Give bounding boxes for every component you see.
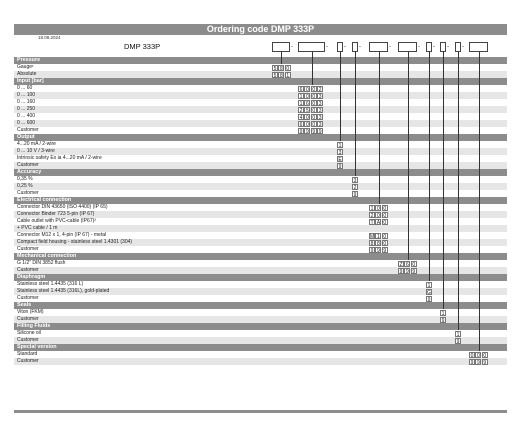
code-separator: - [447,44,449,50]
code-separator: - [291,44,293,50]
section-header: Diaphragm [14,274,507,281]
code-cell: 1 [427,282,431,289]
code-cell: 8 [377,240,380,247]
code-box-3[interactable] [337,42,343,52]
table-row [14,141,507,148]
table-row [14,64,507,71]
code-cell: 1 [441,310,445,317]
table-row [14,204,507,211]
leader-line [340,52,341,141]
row-label: Gauge¹ [17,64,34,70]
code-cell: 1 [286,72,290,79]
code-separator: - [418,44,420,50]
code-box-7[interactable] [426,42,432,52]
table-row [14,260,507,267]
row-label: Customer [17,246,39,252]
code-cell: T [370,219,374,226]
code-cell: 2 [299,107,303,114]
section-header: Input [bar] [14,78,507,85]
table-row [14,218,507,225]
row-label: Stainless steel 1.4435 (316L), gold-plated [17,288,110,294]
code-cell: 0 [383,212,387,219]
section-header: Mechanical connection [14,253,507,260]
code-box-6[interactable] [398,42,417,52]
code-cell: 5 [273,65,277,72]
row-label: Customer [17,162,39,168]
code-cell: 0 [306,93,309,100]
table-row [14,120,507,127]
section-header: Filling Fluids [14,323,507,330]
code-cell: 9 [456,338,460,345]
code-cell: 0 [312,107,316,114]
code-cell: 1 [456,331,460,338]
code-cell: 0 [470,352,474,359]
code-cell: 9 [406,268,409,275]
code-cell: 9 [353,191,357,198]
table-row [14,330,507,337]
code-cell: 9 [312,128,316,135]
code-box-2[interactable] [298,42,325,52]
code-cell: 9 [427,296,431,303]
table-row [14,162,507,169]
table-row [14,190,507,197]
code-cell: 9 [383,247,387,254]
leader-line [458,52,459,330]
code-cell: 3 [318,100,322,107]
table-row [14,92,507,99]
code-cell: 9 [483,359,487,366]
leader-line [429,52,430,281]
code-cell: 1 [377,233,380,240]
code-cell: 0 [377,212,380,219]
code-cell: A [376,219,381,226]
code-cell: 9 [441,317,445,324]
code-cell: 0 [383,240,387,247]
leader-line [443,52,444,309]
table-row [14,246,507,253]
row-label: Customer [17,358,39,364]
table-row [14,71,507,78]
code-cell: 9 [377,247,380,254]
table-row [14,183,507,190]
row-label: Connector M12 x 1, 4-pin (IP 67) - metal [17,232,107,238]
code-separator: - [344,44,346,50]
code-cell: G [427,289,431,296]
section-header: Seals [14,302,507,309]
section-header: Accuracy [14,169,507,176]
row-label: 0 ... 250 [17,106,36,112]
code-cell: 5 [273,72,277,79]
code-cell: 6 [306,100,309,107]
section-header: Output [14,134,507,141]
row-label: Customer [17,190,39,196]
table-row [14,267,507,274]
code-box-9[interactable] [455,42,461,52]
code-separator: - [359,44,361,50]
leader-line [379,52,380,204]
code-cell: 5 [306,107,309,114]
code-cell: 8 [370,240,374,247]
code-cell: 9 [412,268,416,275]
row-label: Cable outlet with PVC-cable (IP67)² [17,218,96,224]
row-label: Customer [17,127,39,133]
code-cell: 9 [399,268,403,275]
code-cell: 0 [312,86,316,93]
code-cell: 8 [280,65,283,72]
code-cell: 9 [477,359,480,366]
section-header: Pressure [14,57,507,64]
leader-line [281,52,282,64]
table-row [14,239,507,246]
row-label: G 1/2" DIN 3852 flush [17,260,66,266]
code-cell: 3 [338,149,342,156]
code-separator: - [389,44,391,50]
code-box-5[interactable] [369,42,388,52]
table-row [14,148,507,155]
row-label: 0 ... 100 [17,92,36,98]
row-label: 0,35 % [17,176,33,182]
code-separator: - [462,44,464,50]
code-separator: - [326,44,328,50]
table-row [14,176,507,183]
table-row [14,232,507,239]
code-cell: 6 [299,121,303,128]
code-separator: - [433,44,435,50]
code-cell: 3 [318,107,322,114]
row-label: Intrinsic safety Ex ia 4...20 mA / 2-wire [17,155,102,161]
row-label: 0 ... 60 [17,85,33,91]
section-header: Electrical connection [14,197,507,204]
code-cell: 1 [338,142,342,149]
code-cell: 0 [412,261,416,268]
code-cell: 0 [312,100,316,107]
table-row [14,99,507,106]
row-label: Connector Binder 723 5-pin (IP 67) [17,211,95,217]
row-label: Absolute [17,71,37,77]
code-cell: 1 [299,93,303,100]
footer-bar [14,410,507,413]
row-label: + PVC cable / 1 m [17,225,58,231]
code-cell: 0 [483,352,487,359]
code-cell: 2 [353,184,357,191]
code-cell: 6 [299,86,303,93]
code-cell: E [338,156,342,163]
row-label: Stainless steel 1.4435 (316 L) [17,281,84,287]
code-box-1[interactable] [272,42,290,52]
row-label: 0 ... 160 [17,99,36,105]
page-title: Ordering code DMP 333P [14,24,507,35]
code-cell: 0 [306,121,309,128]
product-name: DMP 333P [124,42,161,51]
table-row [14,309,507,316]
code-cell: 0 [306,86,309,93]
document-date: 18.09.2024 [38,35,61,40]
table-row [14,281,507,288]
code-cell: M [370,233,375,240]
row-label: Customer [17,337,39,343]
row-label: Customer [17,267,39,273]
code-cell: 0 [477,352,480,359]
code-box-4[interactable] [352,42,358,52]
table-row [14,85,507,92]
row-label: 0,25 % [17,183,33,189]
code-cell: 2 [370,212,374,219]
table-row [14,358,507,365]
table-row [14,155,507,162]
code-cell: 2 [318,86,322,93]
leader-line [408,52,409,260]
table-row [14,295,507,302]
row-label: 0 ... 400 [17,113,36,119]
leader-line [479,52,480,351]
code-cell: 3 [353,177,357,184]
code-cell: 8 [280,72,283,79]
code-cell: 0 [286,65,290,72]
code-cell: 9 [306,128,309,135]
table-row [14,316,507,323]
table-row [14,113,507,120]
code-cell: 9 [370,247,374,254]
table-row [14,106,507,113]
row-label: 4...20 mA / 2-wire [17,141,56,147]
code-box-8[interactable] [440,42,446,52]
table-row [14,225,507,232]
row-label: Viton (FKM) [17,309,44,315]
code-cell: 0 [312,93,316,100]
code-cell: 0 [383,219,387,226]
row-label: Compact field housing - stainless steel 1.4301 (304) [17,239,133,245]
code-cell: 0 [383,233,387,240]
leader-line [312,52,313,85]
row-label: Connector DIN 43650 (ISO 4400) (IP 65) [17,204,108,210]
code-cell: 9 [299,128,303,135]
row-label: Standard [17,351,38,357]
code-cell: 9 [338,163,342,170]
table-row [14,127,507,134]
code-cell: 1 [370,205,374,212]
code-cell: 9 [318,128,322,135]
code-box-10[interactable] [469,42,488,52]
row-label: Customer [17,316,39,322]
code-cell: 1 [299,100,303,107]
code-cell: 4 [299,114,303,121]
leader-line [355,52,356,176]
code-cell: 0 [306,114,309,121]
code-cell: 0 [377,205,380,212]
code-cell: 9 [470,359,474,366]
section-header: Special version [14,344,507,351]
code-cell: 3 [318,93,322,100]
code-cell: Z [399,261,403,268]
table-row [14,211,507,218]
code-cell: 0 [312,114,316,121]
table-row [14,337,507,344]
code-cell: 6 [406,261,409,268]
code-cell: 0 [383,205,387,212]
row-label: 0 ... 10 V / 3-wire [17,148,55,154]
row-label: Customer [17,295,39,301]
table-row [14,351,507,358]
code-cell: 3 [318,121,322,128]
code-cell: 3 [318,114,322,121]
code-cell: 0 [312,121,316,128]
table-row [14,288,507,295]
row-label: 0 ... 600 [17,120,36,126]
row-label: Silicone oil [17,330,41,336]
